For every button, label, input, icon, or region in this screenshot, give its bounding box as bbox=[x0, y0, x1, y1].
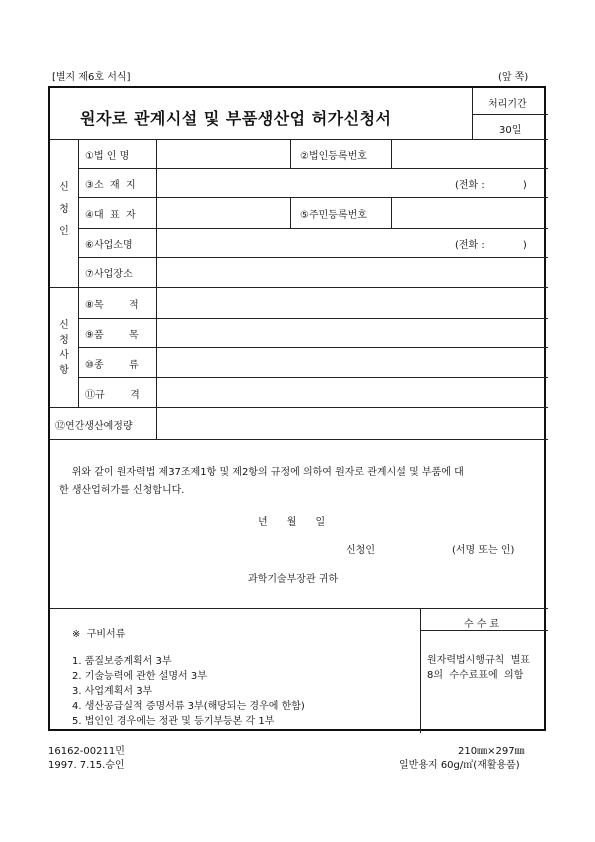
purpose-label: ⑧목 적 bbox=[85, 300, 139, 311]
applicant-sign-label: 신청인 bbox=[346, 545, 375, 556]
request-group-label: 신 청 사 항 bbox=[59, 320, 69, 376]
fee-line-2: 8의 수수료표에 의함 bbox=[427, 670, 524, 681]
fee-line-1: 원자력법시행규칙 별표 bbox=[427, 655, 530, 666]
application-form bbox=[48, 86, 546, 731]
required-doc-item: 5. 법인인 경우에는 정관 및 등기부등본 각 1부 bbox=[72, 716, 275, 727]
form-code: 16162-00211민 bbox=[48, 746, 125, 757]
address-label: ③소 재 지 bbox=[85, 180, 136, 191]
business-name-label: ⑥사업소명 bbox=[85, 240, 133, 251]
corp-name-label: ①법 인 명 bbox=[85, 151, 130, 162]
processing-period-label: 처리기간 bbox=[488, 99, 527, 110]
business-phone: (전화 : ) bbox=[455, 240, 527, 251]
annual-production-label: ⑫연간생산예정량 bbox=[55, 421, 133, 432]
required-doc-item: 1. 품질보증계획서 3부 bbox=[72, 656, 172, 667]
spec-label: ⑪규 격 bbox=[85, 390, 140, 401]
required-doc-item: 2. 기술능력에 관한 설명서 3부 bbox=[72, 671, 207, 682]
form-number: [별지 제6호 서식] bbox=[52, 72, 131, 83]
paper-type: 일반용지 60g/㎡(재활용품) bbox=[399, 760, 520, 771]
corp-reg-no-label: ②법인등록번호 bbox=[300, 151, 367, 162]
page-side-label: (앞 쪽) bbox=[498, 72, 529, 83]
required-doc-item: 4. 생산공급실적 증명서류 3부(해당되는 경우에 한함) bbox=[72, 701, 305, 712]
business-place-label: ⑦사업장소 bbox=[85, 269, 133, 280]
addressee: 과학기술부장관 귀하 bbox=[248, 574, 339, 585]
form-title: 원자로 관계시설 및 부품생산업 허가신청서 bbox=[80, 109, 392, 128]
required-docs-title: ※ 구비서류 bbox=[72, 629, 126, 640]
required-doc-item: 3. 사업계획서 3부 bbox=[72, 686, 153, 697]
fee-title: 수 수 료 bbox=[464, 619, 500, 630]
item-label: ⑨품 목 bbox=[85, 330, 139, 341]
date-line: 년 월 일 bbox=[258, 517, 326, 528]
resident-no-label: ⑤주민등록번호 bbox=[300, 210, 367, 221]
address-phone: (전화 : ) bbox=[455, 180, 527, 191]
kind-label: ⑩종 류 bbox=[85, 360, 139, 371]
processing-period-value: 30일 bbox=[499, 125, 522, 136]
approval-date: 1997. 7.15.승인 bbox=[48, 760, 125, 771]
representative-label: ④대 표 자 bbox=[85, 210, 136, 221]
signature-placeholder: (서명 또는 인) bbox=[452, 545, 515, 556]
applicant-group-label: 신 청 인 bbox=[59, 182, 69, 237]
application-statement: 위와 같이 원자력법 제37조제1항 및 제2항의 규정에 의하여 원자로 관계시설 및 부품에 대 한 생산업허가를 신청합니다. bbox=[59, 467, 464, 496]
paper-size: 210㎜×297㎜ bbox=[458, 746, 525, 757]
